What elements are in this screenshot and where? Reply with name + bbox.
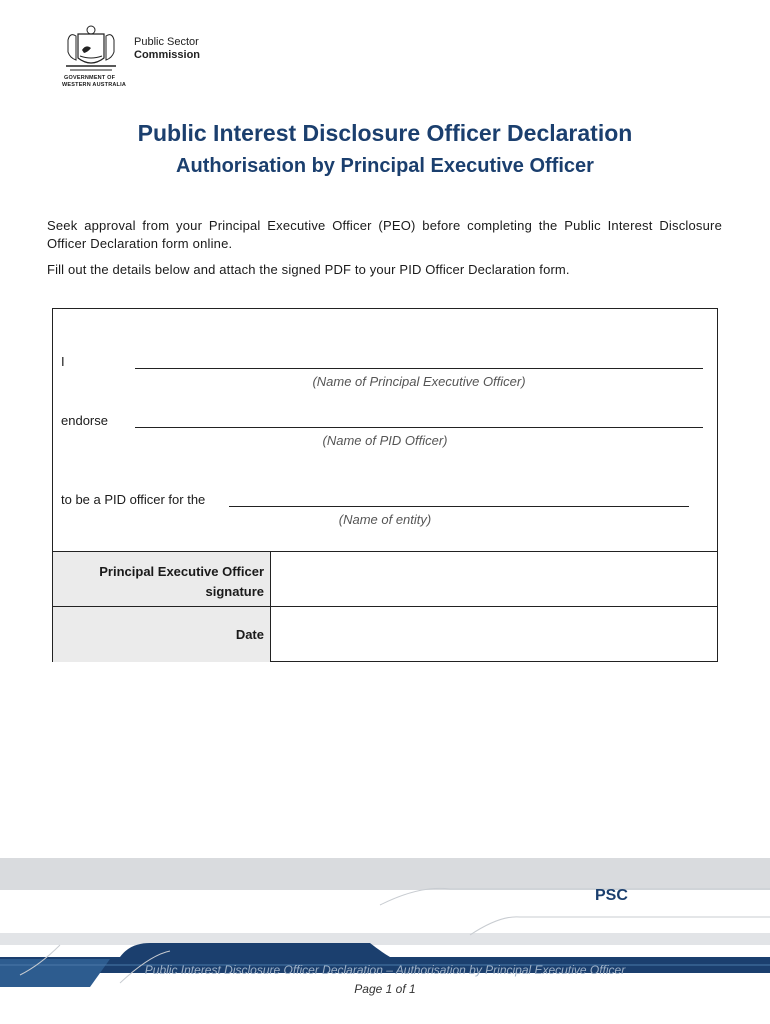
- intro-paragraph: Seek approval from your Principal Executive Officer (PEO) before completing the Public Interest Disclosure Officer Declaration form online.: [47, 218, 722, 251]
- page-number: Page 1 of 1: [354, 982, 416, 996]
- wa-government-crest-icon: [60, 24, 122, 74]
- signature-label: [53, 552, 271, 607]
- footer-banner: [0, 855, 770, 1024]
- signature-field[interactable]: [273, 552, 717, 607]
- date-row: [53, 606, 717, 662]
- document-title: Public Interest Disclosure Officer Declaration: [137, 120, 633, 146]
- svg-text:PSC: PSC: [595, 887, 628, 904]
- signature-label-line2: signature: [205, 584, 264, 599]
- date-label-text: Date: [235, 627, 264, 642]
- intro-paragraph-2: Fill out the details below and attach the signed PDF to your PID Officer Declaration form.: [47, 262, 570, 277]
- peo-name-hint: (Name of Principal Executive Officer): [312, 374, 526, 389]
- psc-logo: [60, 24, 220, 92]
- entity-label: to be a PID officer for the: [61, 492, 206, 507]
- entity-hint: (Name of entity): [338, 512, 432, 527]
- document-subtitle: Authorisation by Principal Executive Officer: [176, 155, 594, 177]
- signature-row: [53, 551, 717, 607]
- org-name-line1: Public Sector: [134, 36, 199, 48]
- peo-name-field[interactable]: [135, 368, 703, 369]
- signature-label-line1: Principal Executive Officer: [99, 564, 264, 579]
- peo-name-label: I: [61, 354, 65, 369]
- entity-name-field[interactable]: [229, 506, 689, 507]
- gov-line1: GOVERNMENT OF: [64, 75, 116, 81]
- gov-line2: WESTERN AUSTRALIA: [62, 82, 126, 88]
- date-label: [53, 607, 271, 662]
- footer-document-title: Public Interest Disclosure Officer Declaration – Authorisation by Principal Executive Officer: [144, 963, 626, 977]
- pid-officer-label: endorse: [61, 413, 108, 428]
- date-field[interactable]: [273, 607, 717, 662]
- pid-officer-hint: (Name of PID Officer): [322, 433, 448, 448]
- declaration-form: [52, 308, 718, 662]
- pid-officer-name-field[interactable]: [135, 427, 703, 428]
- org-name-line2: Commission: [134, 49, 201, 61]
